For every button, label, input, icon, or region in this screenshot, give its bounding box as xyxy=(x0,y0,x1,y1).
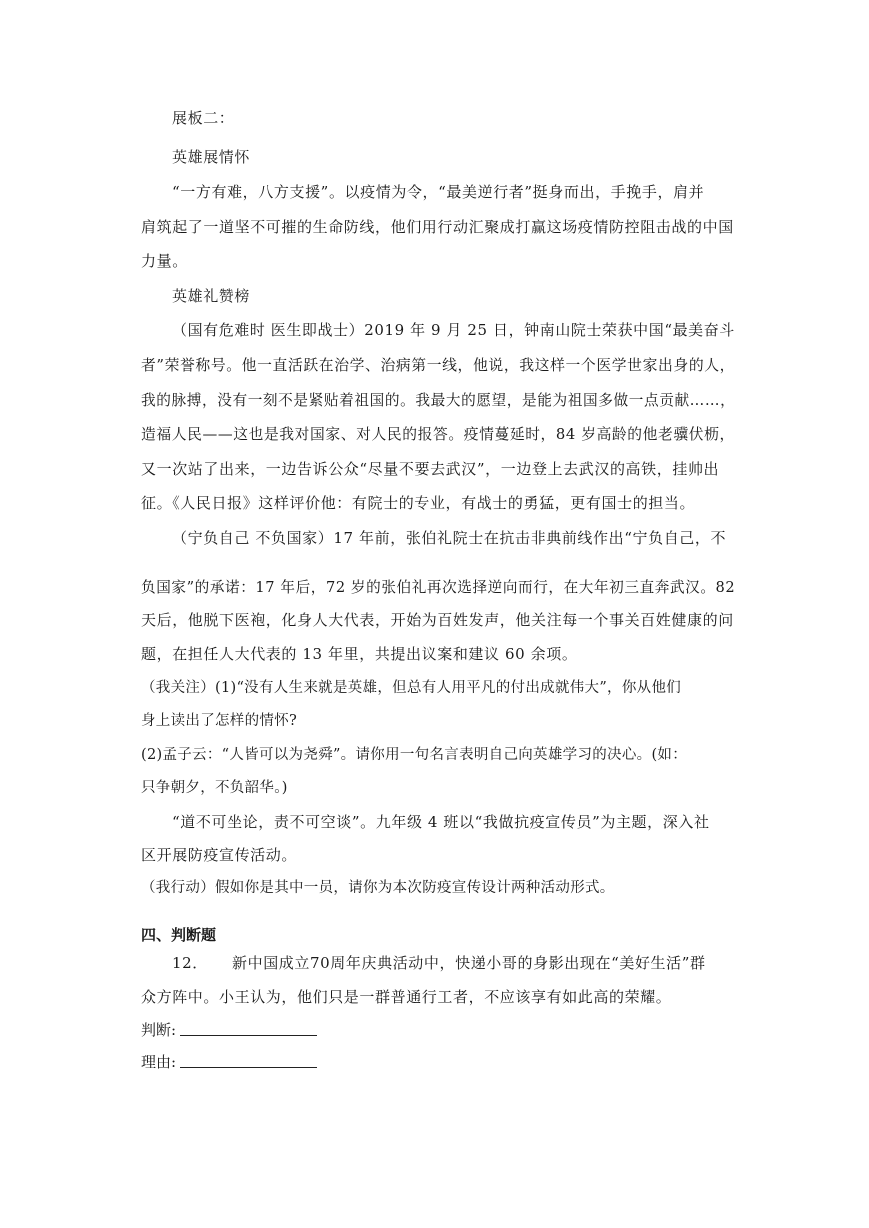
paragraph-line: （宁负自己 不负国家）17 年前，张伯礼院士在抗击非典前线作出“宁负自己，不 xyxy=(172,529,727,547)
judge-answer-blank[interactable] xyxy=(180,1035,317,1036)
reason-label: 理由: xyxy=(141,1053,177,1071)
paragraph-line: 力量。 xyxy=(141,252,188,270)
paragraph-line: 题，在担任人大代表的 13 年里，共提出议案和建议 60 余项。 xyxy=(141,645,578,663)
question-line: 众方阵中。小王认为，他们只是一群普通行工者，不应该享有如此高的荣耀。 xyxy=(141,988,672,1006)
question-line: 只争朝夕，不负韶华。) xyxy=(141,780,288,796)
paragraph-line: 肩筑起了一道坚不可摧的生命防线，他们用行动汇聚成打赢这场疫情防控阻击战的中国 xyxy=(141,218,734,236)
question-line: (2)孟子云：“人皆可以为尧舜”。请你用一句名言表明自己向英雄学习的决心。(如： xyxy=(141,747,688,763)
question-line: 新中国成立70周年庆典活动中，快递小哥的身影出现在“美好生活”群 xyxy=(232,954,706,972)
paragraph-line: 我的脉搏，没有一刻不是紧贴着祖国的。我最大的愿望，是能为祖国多做一点贡献……， xyxy=(141,391,736,409)
board-title: 展板二： xyxy=(172,109,235,127)
question-number: 12． xyxy=(172,954,208,972)
reason-answer-blank[interactable] xyxy=(180,1067,317,1068)
paragraph-line: “道不可坐论，责不可空谈”。九年级 4 班以“我做抗疫宣传员”为主题，深入社 xyxy=(172,813,710,831)
paragraph-line: 征。《人民日报》这样评价他：有院士的专业，有战士的勇猛，更有国士的担当。 xyxy=(141,494,696,512)
question-line: （我关注）(1)“没有人生来就是英雄，但总有人用平凡的付出成就伟大”，你从他们 xyxy=(141,680,682,696)
judge-label: 判断: xyxy=(141,1021,177,1039)
section-title-hero-tribute: 英雄礼赞榜 xyxy=(172,287,251,305)
paragraph-line: 造福人民——这也是我对国家、对人民的报答。疫情蔓延时，84 岁高龄的他老骥伏枥， xyxy=(141,425,735,443)
paragraph-line: 又一次站了出来，一边告诉公众“尽量不要去武汉”，一边登上去武汉的高铁，挂帅出 xyxy=(141,460,720,478)
question-line: （我行动）假如你是其中一员，请你为本次防疫宣传设计两种活动形式。 xyxy=(141,880,615,896)
section-title-hero-feelings: 英雄展情怀 xyxy=(172,148,251,166)
paragraph-line: 天后，他脱下医袍，化身人大代表，开始为百姓发声，他关注每一个事关百姓健康的问 xyxy=(141,611,734,629)
paragraph-line: 者”荣誉称号。他一直活跃在治学、治病第一线，他说，我这样一个医学世家出身的人， xyxy=(141,356,736,374)
paragraph-line: “一方有难，八方支援”。以疫情为令，“最美逆行者”挺身而出，手挽手，肩并 xyxy=(172,183,705,201)
section-heading: 四、判断题 xyxy=(141,926,217,944)
paragraph-line: （国有危难时 医生即战士）2019 年 9 月 25 日，钟南山院士荣获中国“最美奋斗 xyxy=(172,321,735,339)
paragraph-line: 负国家”的承诺：17 年后，72 岁的张伯礼再次选择逆向而行，在大年初三直奔武汉。82 xyxy=(141,578,736,596)
paragraph-line: 区开展防疫宣传活动。 xyxy=(141,846,298,864)
question-line: 身上读出了怎样的情怀? xyxy=(141,713,298,729)
